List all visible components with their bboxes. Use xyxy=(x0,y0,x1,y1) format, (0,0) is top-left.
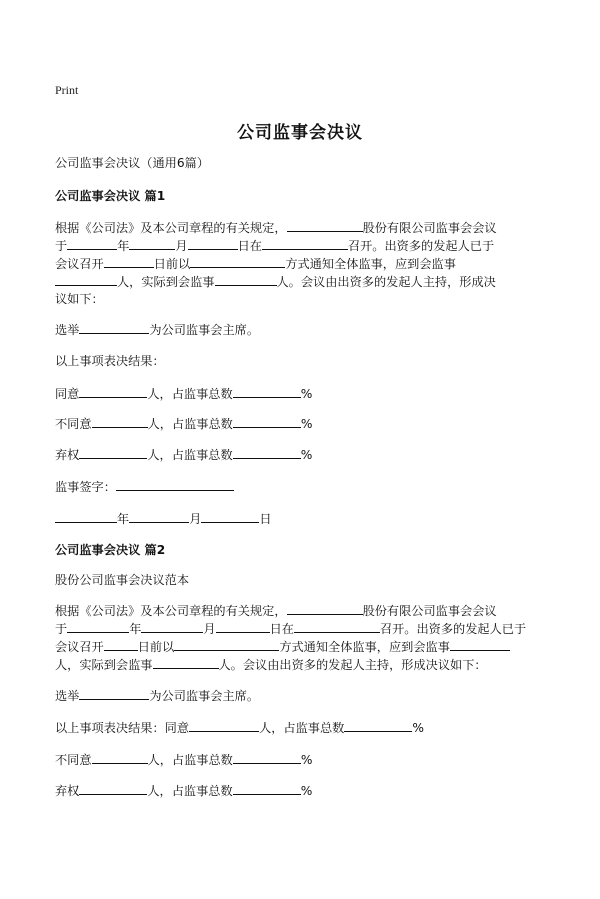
blank-underline xyxy=(92,414,148,428)
blank-underline xyxy=(129,509,189,523)
text-fragment: 日 xyxy=(259,512,272,526)
blank-underline xyxy=(79,320,149,334)
text-fragment: 人。会议由出资多的发起人主持，形成决 xyxy=(276,275,496,289)
text-fragment: 年 xyxy=(129,622,142,636)
blank-underline xyxy=(233,445,301,459)
text-fragment: 人，占监事总数 xyxy=(147,753,233,767)
print-label[interactable]: Print xyxy=(55,83,79,97)
text-fragment: 人，占监事总数 xyxy=(147,417,233,431)
blank-underline xyxy=(79,445,147,459)
blank-underline xyxy=(233,384,301,398)
text-fragment: 选举 xyxy=(55,323,80,337)
section-2-subheading: 股份公司监事会决议范本 xyxy=(55,573,190,587)
blank-underline xyxy=(67,619,129,633)
text-fragment: 日前以 xyxy=(153,257,191,271)
text-fragment: 日前以 xyxy=(137,640,175,654)
text-fragment: 方式通知全体监事，应到会监事 xyxy=(285,257,456,271)
blank-company-name xyxy=(287,218,363,232)
s2-para-line-2 xyxy=(55,619,526,638)
s1-date-line xyxy=(55,509,272,528)
text-fragment: 以上事项表决结果：同意 xyxy=(55,721,190,735)
text-fragment: % xyxy=(300,387,313,401)
text-fragment: 为公司监事会主席。 xyxy=(149,689,260,703)
text-fragment: 根据《公司法》及本公司章程的有关规定， xyxy=(55,604,287,618)
blank-underline xyxy=(174,637,279,651)
text-fragment: 根据《公司法》及本公司章程的有关规定， xyxy=(55,221,287,235)
s1-agree-line xyxy=(55,384,312,403)
text-fragment: 年 xyxy=(117,512,130,526)
text-fragment: % xyxy=(300,753,313,767)
s1-para-line-5: 议如下： xyxy=(55,292,104,306)
text-fragment: 月 xyxy=(189,512,202,526)
text-fragment: 会议召开 xyxy=(55,640,104,654)
blank-underline xyxy=(153,655,219,669)
s2-para-line-1 xyxy=(55,601,497,620)
text-fragment: % xyxy=(412,721,424,735)
s2-abstain-line xyxy=(55,781,312,800)
s1-abstain-line xyxy=(55,445,312,464)
blank-underline xyxy=(233,414,301,428)
s1-para-line-2 xyxy=(55,236,494,255)
text-fragment: 人，占监事总数 xyxy=(147,387,233,401)
blank-underline xyxy=(116,477,234,491)
text-fragment: 股份有限公司监事会会议 xyxy=(362,604,497,618)
blank-underline xyxy=(129,236,175,250)
text-fragment: 人，占监事总数 xyxy=(147,448,233,462)
blank-underline xyxy=(79,686,149,700)
text-fragment: 于 xyxy=(55,239,68,253)
blank-underline xyxy=(215,272,277,286)
blank-underline xyxy=(233,781,301,795)
s1-signature-line xyxy=(55,477,234,496)
text-fragment: 年 xyxy=(117,239,130,253)
text-fragment: 人。会议由出资多的发起人主持，形成决议如下： xyxy=(218,658,487,672)
blank-underline xyxy=(79,781,147,795)
s1-elect-line xyxy=(55,320,259,339)
text-fragment: 同意 xyxy=(55,387,80,401)
text-fragment: 人，实际到会监事 xyxy=(55,658,153,672)
text-fragment: % xyxy=(300,448,313,462)
blank-underline xyxy=(287,601,363,615)
s2-para-line-4 xyxy=(55,655,487,674)
text-fragment: 弃权 xyxy=(55,448,80,462)
text-fragment: 弃权 xyxy=(55,784,80,798)
text-fragment: 人，占监事总数 xyxy=(147,784,233,798)
s1-disagree-line xyxy=(55,414,312,433)
blank-underline xyxy=(190,254,285,268)
document-subtitle: 公司监事会决议（通用6篇） xyxy=(55,156,210,170)
s1-para-line-4 xyxy=(55,272,496,291)
text-fragment: 月 xyxy=(175,239,188,253)
blank-underline xyxy=(189,718,259,732)
blank-underline xyxy=(344,718,412,732)
blank-underline xyxy=(141,619,203,633)
s1-para-line-3 xyxy=(55,254,456,273)
section-2-heading: 公司监事会决议 篇2 xyxy=(55,543,166,557)
text-fragment: 监事签字： xyxy=(55,480,116,494)
text-fragment: 人，实际到会监事 xyxy=(117,275,215,289)
document-title: 公司监事会决议 xyxy=(237,123,363,143)
s1-results-label: 以上事项表决结果： xyxy=(55,354,165,368)
text-fragment: 选举 xyxy=(55,689,80,703)
text-fragment: 为公司监事会主席。 xyxy=(149,323,260,337)
blank-underline xyxy=(294,619,380,633)
blank-underline xyxy=(104,254,154,268)
text-fragment: 人，占监事总数 xyxy=(259,721,345,735)
text-fragment: 不同意 xyxy=(55,417,92,431)
s2-elect-line xyxy=(55,686,259,705)
blank-underline xyxy=(188,236,238,250)
text-fragment: 召开。出资多的发起人已于 xyxy=(347,239,495,253)
text-fragment: % xyxy=(300,417,313,431)
text-fragment: 召开。出资多的发起人已于 xyxy=(379,622,527,636)
text-fragment: 会议召开 xyxy=(55,257,104,271)
section-1-heading: 公司监事会决议 篇1 xyxy=(55,189,166,203)
text-fragment: 日在 xyxy=(237,239,262,253)
blank-underline xyxy=(55,272,117,286)
blank-underline xyxy=(104,637,138,651)
text-fragment: 股份有限公司监事会会议 xyxy=(362,221,497,235)
s2-results-line xyxy=(55,718,424,737)
blank-underline xyxy=(233,750,301,764)
s2-para-line-3 xyxy=(55,637,510,656)
s2-disagree-line xyxy=(55,750,312,769)
text-fragment: 方式通知全体监事，应到会监事 xyxy=(279,640,450,654)
blank-underline xyxy=(216,619,270,633)
blank-underline xyxy=(55,509,117,523)
text-fragment: 月 xyxy=(203,622,216,636)
text-fragment: 日在 xyxy=(269,622,294,636)
text-fragment: 于 xyxy=(55,622,68,636)
s1-para-line-1 xyxy=(55,218,497,237)
blank-underline xyxy=(450,637,510,651)
blank-underline xyxy=(92,750,148,764)
blank-underline xyxy=(67,236,117,250)
blank-underline xyxy=(79,384,147,398)
blank-underline xyxy=(262,236,348,250)
blank-underline xyxy=(201,509,259,523)
text-fragment: 不同意 xyxy=(55,753,92,767)
text-fragment: % xyxy=(300,784,313,798)
